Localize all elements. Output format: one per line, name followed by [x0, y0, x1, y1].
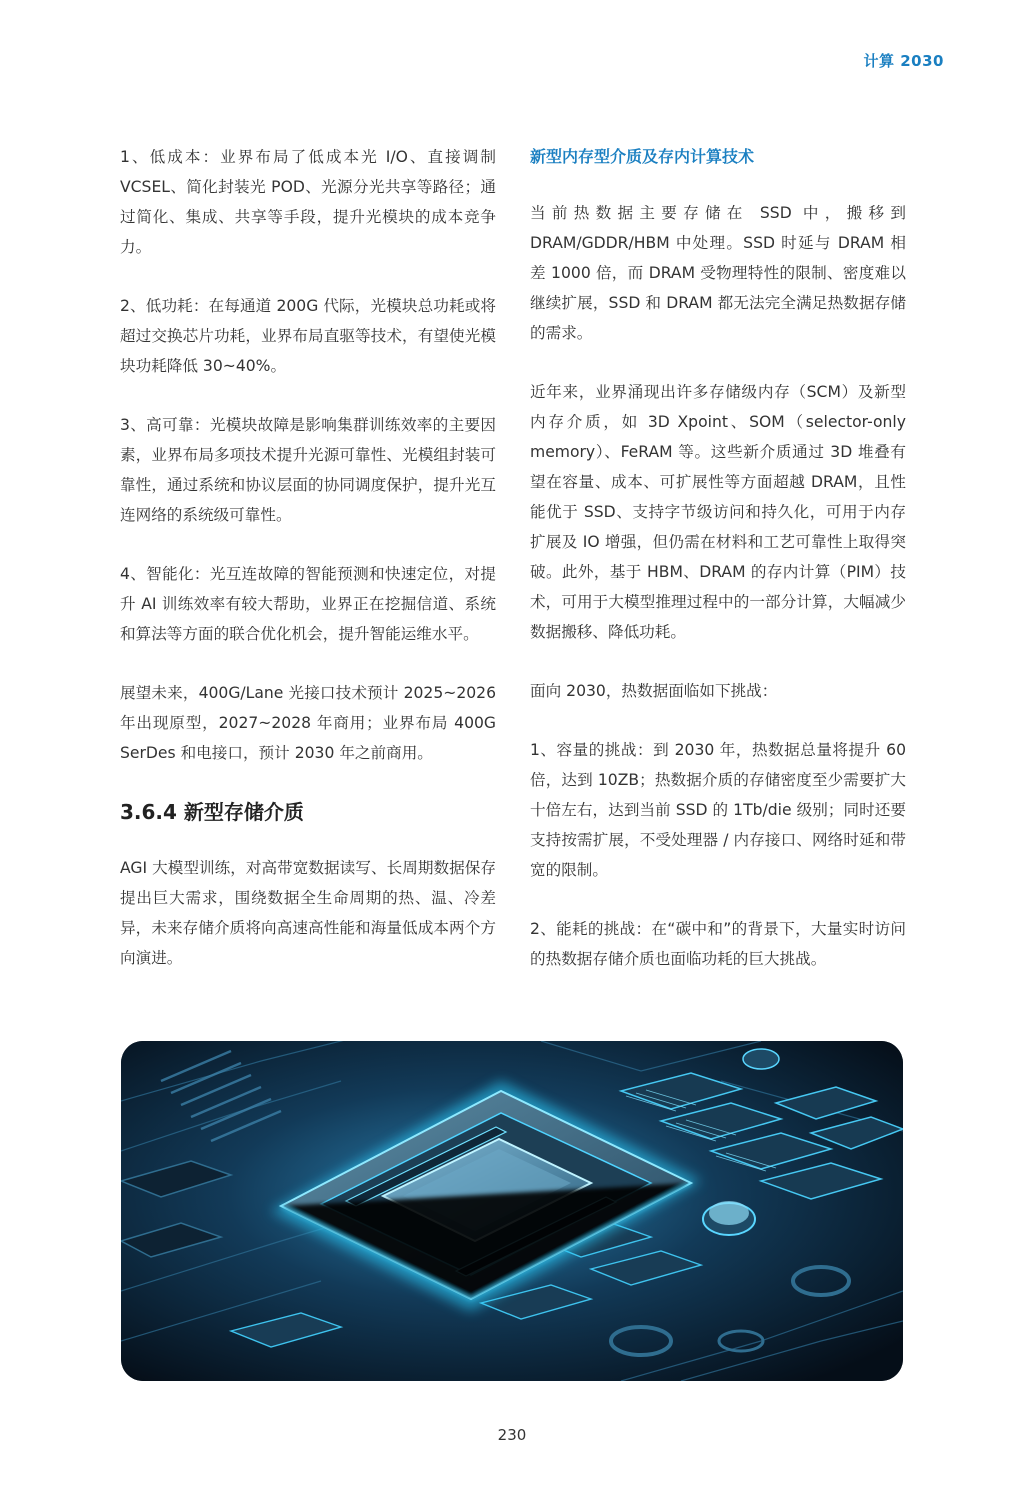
sub-heading: 新型内存型介质及存内计算技术 [530, 147, 755, 166]
paragraph-intelligence: 4、智能化：光互连故障的智能预测和快速定位，对提升 AI 训练效率有较大帮助，业界正在挖掘信道、系统和算法等方面的联合优化机会，提升智能运维水平。 [120, 565, 496, 643]
paragraph-low-power: 2、低功耗：在每通道 200G 代际，光模块总功耗或将超过交换芯片功耗，业界布局直驱等技术，有望使光模块功耗降低 30~40%。 [120, 297, 496, 375]
paragraph-high-reliability: 3、高可靠：光模块故障是影响集群训练效率的主要因素，业界布局多项技术提升光源可靠性、光模组封装可靠性，通过系统和协议层面的协同调度保护，提升光互连网络的系统级可靠性。 [120, 416, 496, 524]
paragraph-outlook: 展望未来，400G/Lane 光接口技术预计 2025~2026 年出现原型，2027~2028 年商用；业界布局 400G SerDes 和电接口，预计 2030 年之前商用。 [120, 684, 496, 762]
paragraph-energy-challenge: 2、能耗的挑战：在“碳中和”的背景下，大量实时访问的热数据存储介质也面临功耗的巨大挑战。 [530, 920, 906, 968]
right-column [530, 142, 906, 1003]
left-column [120, 142, 496, 1002]
paragraph-hot-data: 当前热数据主要存储在 SSD 中，搬移到 DRAM/GDDR/HBM 中处理。SSD 时延与 DRAM 相差 1000 倍，而 DRAM 受物理特性的限制、密度难以继续扩展，SSD 和 DRAM 都无法完全满足热数据存储的需求。 [530, 204, 906, 342]
page-number: 230 [497, 1426, 527, 1444]
paragraph-agi-storage: AGI 大模型训练，对高带宽数据读写、长周期数据保存提出巨大需求，围绕数据全生命周期的热、温、冷差异，未来存储介质将向高速高性能和海量低成本两个方向演进。 [120, 859, 496, 967]
paragraph-scm: 近年来，业界涌现出许多存储级内存（SCM）及新型内存介质，如 3D Xpoint、SOM（selector-only memory）、FeRAM 等。这些新介质通过 3D 堆叠有望在容量、成本、可扩展性等方面超越 DRAM，且性能优于 SSD、支持字节级访问和持久化，可用于内存扩展及 IO 增强，但仍需在材料和工艺可靠性上取得突破。此外，基于 HBM、DRAM 的存内计算（PIM）技术，可用于大模型推理过程中的一部分计算，大幅减少数据搬移、降低功耗。 [530, 383, 906, 641]
paragraph-capacity-challenge: 1、容量的挑战：到 2030 年，热数据总量将提升 60 倍，达到 10ZB；热数据介质的存储密度至少需要扩大十倍左右，达到当前 SSD 的 1Tb/die 级别；同时还要支持按需扩展，不受处理器 / 内存接口、网络时延和带宽的限制。 [530, 741, 906, 879]
section-heading: 3.6.4 新型存储介质 [120, 800, 304, 824]
paragraph-challenges-intro: 面向 2030，热数据面临如下挑战： [530, 682, 778, 700]
running-header-title: 计算 2030 [863, 52, 944, 70]
chip-illustration [121, 1041, 903, 1381]
paragraph-low-cost: 1、低成本：业界布局了低成本光 I/O、直接调制 VCSEL、简化封装光 POD、光源分光共享等路径；通过简化、集成、共享等手段，提升光模块的成本竞争力。 [120, 148, 496, 256]
